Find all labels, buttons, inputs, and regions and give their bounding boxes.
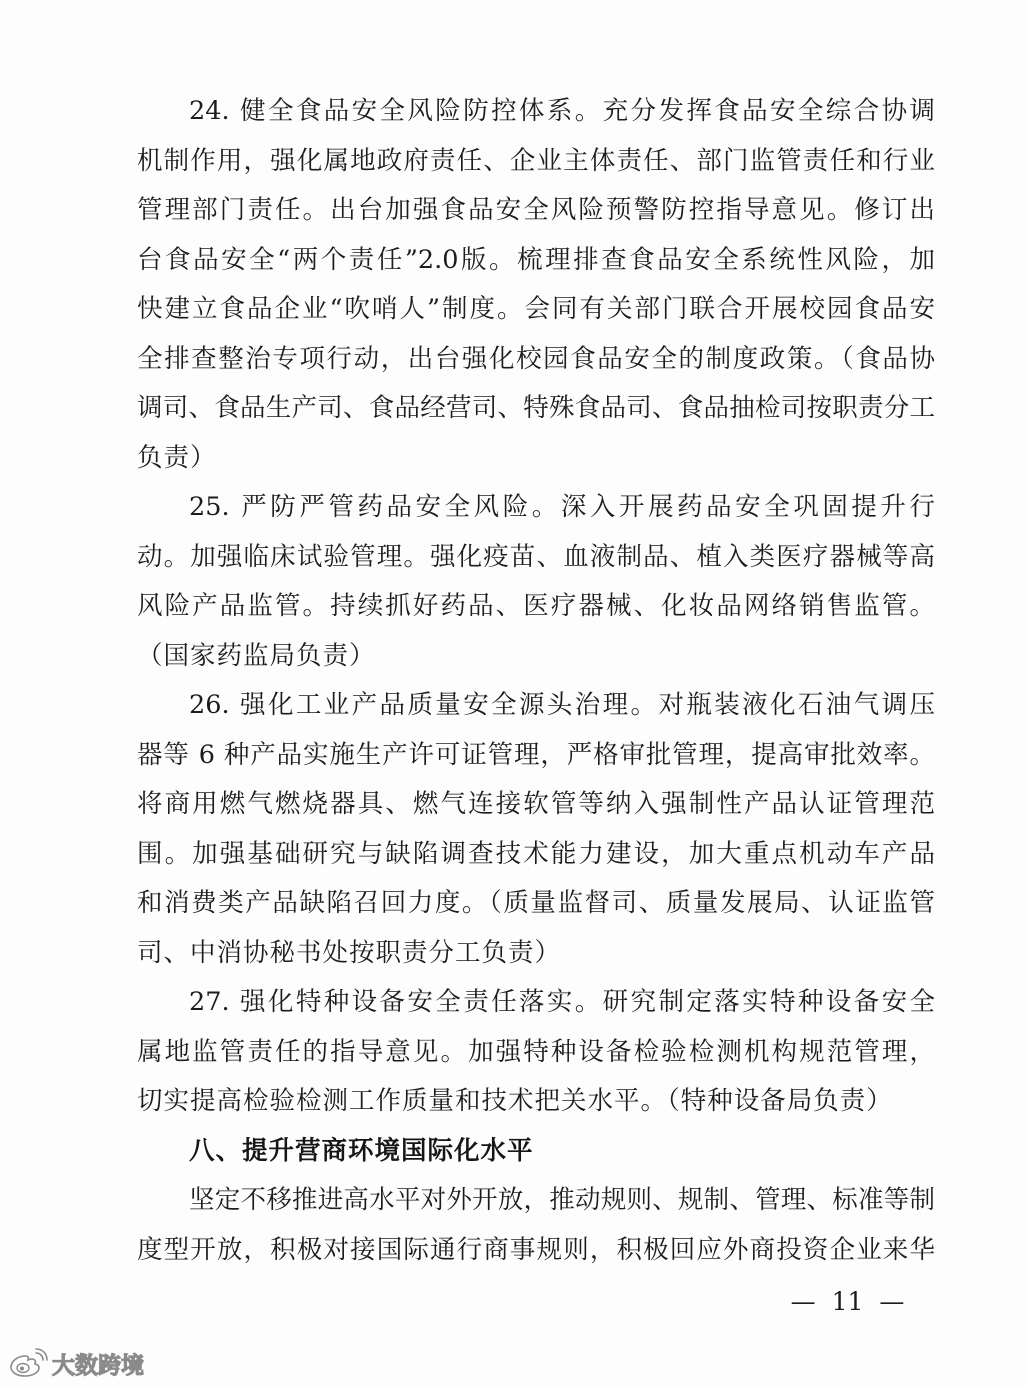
text-line: 司、中消协秘书处按职责分工负责） xyxy=(137,937,562,968)
text-line: 器等 6 种产品实施生产许可证管理，严格审批管理，提高审批效率。 xyxy=(137,739,935,770)
text-line: 机制作用，强化属地政府责任、企业主体责任、部门监管责任和行业 xyxy=(137,145,935,176)
watermark-text: 大数跨境 xyxy=(52,1352,144,1379)
text-line: 24. 健全食品安全风险防控体系。充分发挥食品安全综合协调 xyxy=(189,96,935,126)
watermark xyxy=(8,1346,144,1380)
text-line: 和消费类产品缺陷召回力度。（质量监督司、质量发展局、认证监管 xyxy=(137,888,935,918)
weibo-icon xyxy=(8,1347,48,1379)
text-line: 属地监管责任的指导意见。加强特种设备检验检测机构规范管理， xyxy=(137,1036,935,1067)
text-line: 负责） xyxy=(137,442,217,473)
text-line: 切实提高检验检测工作质量和技术把关水平。（特种设备局负责） xyxy=(137,1086,893,1116)
paragraph-item-24 xyxy=(137,87,935,483)
text-line: （国家药监局负责） xyxy=(137,640,376,671)
paragraph-item-25 xyxy=(137,483,935,681)
text-line: 调司、食品生产司、食品经营司、特殊食品司、食品抽检司按职责分工 xyxy=(137,393,935,423)
text-line: 坚定不移推进高水平对外开放，推动规则、规制、管理、标准等制 xyxy=(189,1185,935,1215)
text-line: 快建立食品企业“吹哨人”制度。会同有关部门联合开展校园食品安 xyxy=(137,294,935,324)
text-line: 将商用燃气燃烧器具、燃气连接软管等纳入强制性产品认证管理范 xyxy=(137,789,935,819)
text-line: 围。加强基础研究与缺陷调查技术能力建设，加大重点机动车产品 xyxy=(137,838,935,869)
text-line: 台食品安全“两个责任”2.0版。梳理排查食品安全系统性风险，加 xyxy=(137,244,935,275)
page-number: — 11 — xyxy=(790,1287,905,1316)
text-line: 全排查整治专项行动，出台强化校园食品安全的制度政策。（食品协 xyxy=(137,343,935,374)
text-line: 动。加强临床试验管理。强化疫苗、血液制品、植入类医疗器械等高 xyxy=(137,541,935,572)
text-line: 度型开放，积极对接国际通行商事规则，积极回应外商投资企业来华 xyxy=(137,1234,935,1265)
closing-paragraph xyxy=(137,1176,935,1275)
text-line: 27. 强化特种设备安全责任落实。研究制定落实特种设备安全 xyxy=(189,987,935,1017)
paragraph-item-26 xyxy=(137,681,935,978)
text-line: 26. 强化工业产品质量安全源头治理。对瓶装液化石油气调压 xyxy=(189,690,935,720)
text-line: 管理部门责任。出台加强食品安全风险预警防控指导意见。修订出 xyxy=(137,195,935,225)
text-line: 25. 严防严管药品安全风险。深入开展药品安全巩固提升行 xyxy=(189,492,935,522)
text-line: 风险产品监管。持续抓好药品、医疗器械、化妆品网络销售监管。 xyxy=(137,591,935,621)
document-body xyxy=(137,87,935,1275)
paragraph-item-27 xyxy=(137,978,935,1127)
section-heading: 八、提升营商环境国际化水平 xyxy=(189,1135,534,1166)
